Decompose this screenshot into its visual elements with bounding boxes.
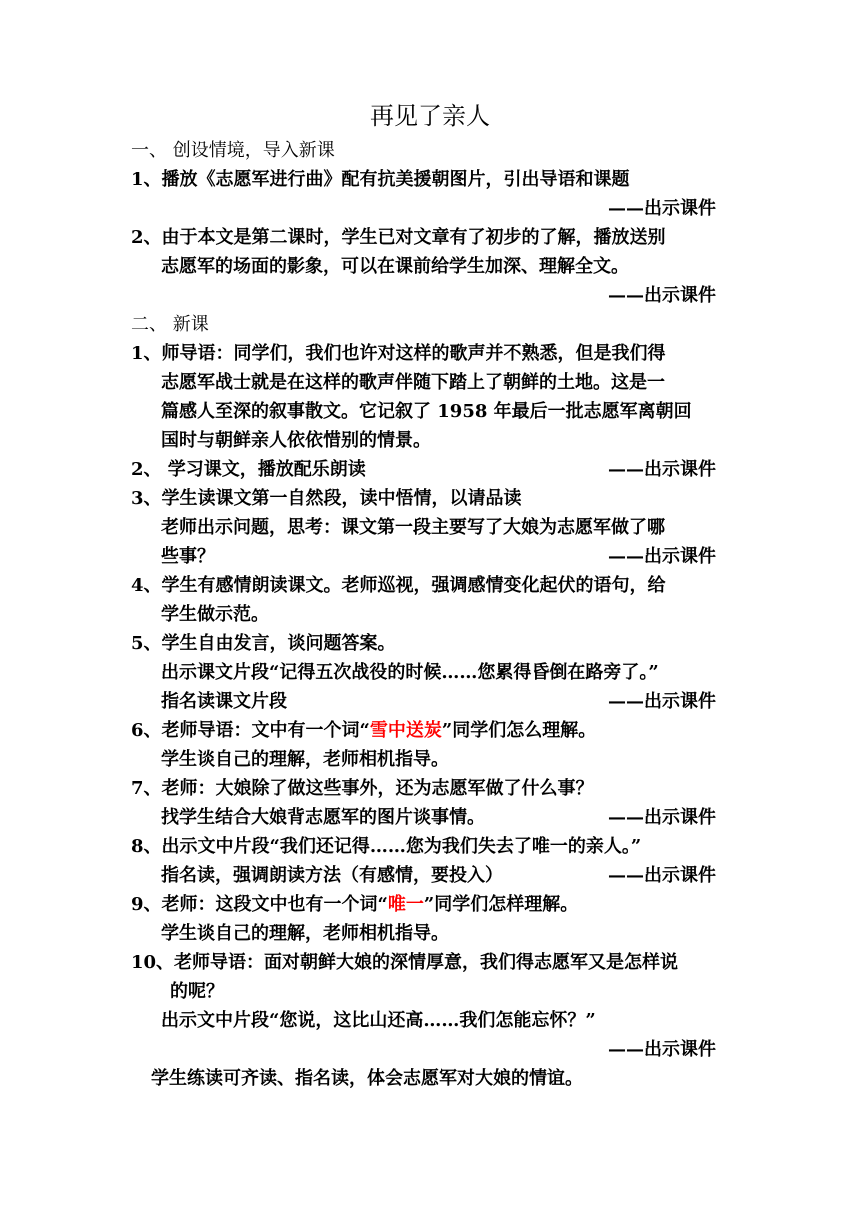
paragraph-line [0,1064,860,1093]
paragraph-line [0,745,860,774]
section-heading-1 [0,136,860,165]
line-text-part: ”同学们怎么理解。 [441,720,597,741]
line-text-part: 6、老师导语：文中有一个词“ [131,720,370,741]
paragraph-line [0,1006,860,1035]
line-text: 的呢？ [170,981,224,1002]
paragraph-line [0,455,860,484]
paragraph-line [0,368,860,397]
line-text: 志愿军的场面的影象，可以在课前给学生加深、理解全文。 [161,256,629,277]
courseware-note: ——出示课件 [608,546,716,567]
paragraph-line [0,484,860,513]
line-text: 学生谈自己的理解，老师相机指导。 [161,923,449,944]
courseware-note-line [0,281,860,310]
paragraph-line [0,223,860,252]
paragraph-line [0,600,860,629]
paragraph-line [0,948,860,977]
paragraph-line [0,687,860,716]
highlighted-word: 雪中送炭 [369,720,442,741]
paragraph-line [0,165,860,194]
line-text [131,890,578,919]
paragraph-line [0,513,860,542]
section-heading-text: 二、 新课 [131,314,209,335]
highlighted-word: 唯一 [387,894,424,915]
paragraph-line [0,977,860,1006]
paragraph-line [0,861,860,890]
paragraph-line [0,252,860,281]
line-text: 指名读，强调朗读方法（有感情，要投入） [161,865,503,886]
paragraph-line [0,571,860,600]
courseware-note: ——出示课件 [608,198,716,219]
section-heading-text: 一、 创设情境，导入新课 [131,140,335,161]
line-text: 出示文中片段“您说，这比山还高……我们怎能忘怀？” [161,1010,596,1031]
line-text: 3、学生读课文第一自然段，读中悟情，以请品读 [131,488,522,509]
line-text: 学生做示范。 [161,604,269,625]
courseware-note: ——出示课件 [608,285,716,306]
paragraph-line [0,832,860,861]
line-text: 4、学生有感情朗读课文。老师巡视，强调感情变化起伏的语句，给 [131,575,666,596]
line-text [131,716,596,745]
line-text: 1、师导语：同学们，我们也许对这样的歌声并不熟悉，但是我们得 [131,343,666,364]
line-text: 国时与朝鲜亲人依依惜别的情景。 [161,430,431,451]
line-text-part: 9、老师：这段文中也有一个词“ [131,894,388,915]
paragraph-line [0,339,860,368]
line-text: 老师出示问题，思考：课文第一段主要写了大娘为志愿军做了哪 [161,517,665,538]
line-text: 2、由于本文是第二课时，学生已对文章有了初步的了解，播放送别 [131,227,666,248]
courseware-note-line [0,1035,860,1064]
paragraph-line [0,803,860,832]
line-text: 10、老师导语：面对朝鲜大娘的深情厚意，我们得志愿军又是怎样说 [131,952,679,973]
line-text: 些事？ [161,546,215,567]
paragraph-line [0,774,860,803]
paragraph-line [0,629,860,658]
line-text: 找学生结合大娘背志愿军的图片谈事情。 [161,807,485,828]
courseware-note: ——出示课件 [608,1039,716,1060]
paragraph-line [0,890,860,919]
line-text: 2、 学习课文，播放配乐朗读 [131,459,366,480]
courseware-note: ——出示课件 [608,691,716,712]
paragraph-line [0,542,860,571]
document-title: 再见了亲人 [370,102,490,130]
courseware-note-line [0,194,860,223]
paragraph-line [0,716,860,745]
line-text: 5、学生自由发言，谈问题答案。 [131,633,396,654]
line-text: 7、老师：大娘除了做这些事外，还为志愿军做了什么事？ [131,778,594,799]
courseware-note: ——出示课件 [608,865,716,886]
line-text: 篇感人至深的叙事散文。它记叙了 1958 年最后一批志愿军离朝回 [161,401,692,422]
courseware-note: ——出示课件 [608,459,716,480]
line-text: 1、播放《志愿军进行曲》配有抗美援朝图片，引出导语和课题 [131,169,630,190]
paragraph-line [0,397,860,426]
line-text: 学生谈自己的理解，老师相机指导。 [161,749,449,770]
paragraph-line [0,919,860,948]
line-text: 志愿军战士就是在这样的歌声伴随下踏上了朝鲜的土地。这是一 [161,372,665,393]
line-text: 学生练读可齐读、指名读，体会志愿军对大娘的情谊。 [151,1068,583,1089]
section-heading-2 [0,310,860,339]
line-text: 8、出示文中片段“我们还记得……您为我们失去了唯一的亲人。” [131,836,642,857]
paragraph-line [0,658,860,687]
paragraph-line [0,426,860,455]
line-text: 出示课文片段“记得五次战役的时候……您累得昏倒在路旁了。” [161,662,659,683]
line-text-part: ”同学们怎样理解。 [423,894,579,915]
line-text: 指名读课文片段 [161,691,287,712]
courseware-note: ——出示课件 [608,807,716,828]
